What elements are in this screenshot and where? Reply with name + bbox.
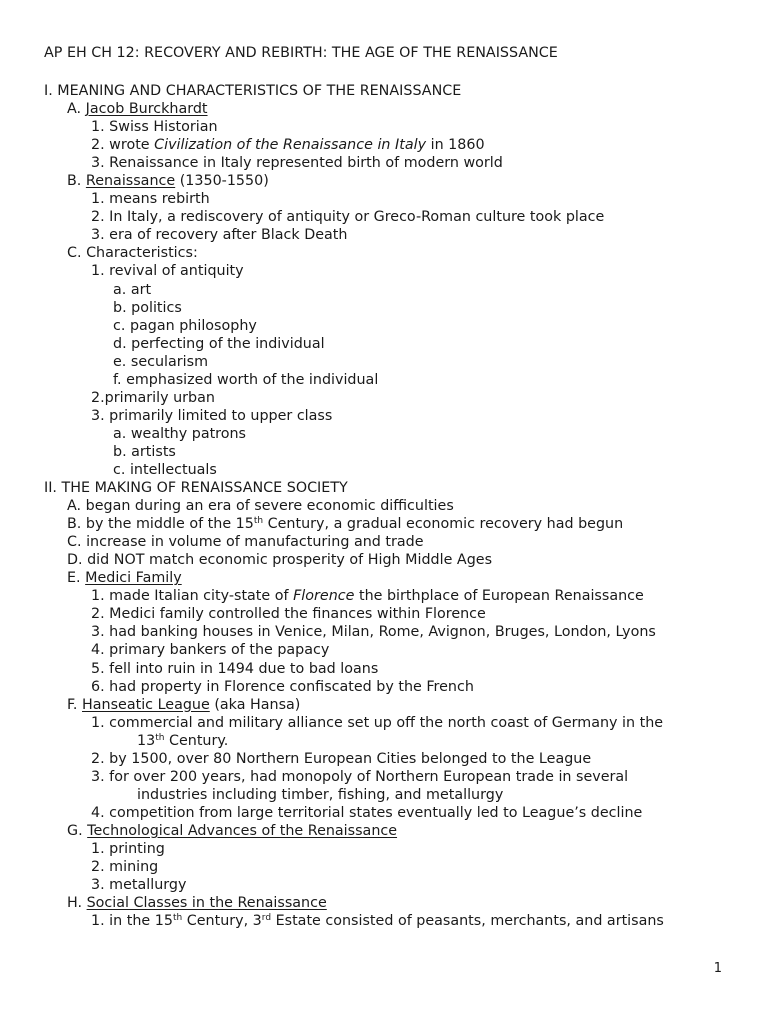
outline-subitem	[44, 154, 754, 172]
text-run: b. artists	[113, 443, 176, 460]
text-run: a. wealthy patrons	[113, 425, 247, 442]
text-run: 4. primary bankers of the papacy	[91, 642, 330, 659]
outline-item	[44, 551, 754, 569]
underlined-term: Social Classes in the Renaissance	[86, 895, 327, 912]
outline-subitem	[44, 678, 754, 696]
outline-item	[44, 696, 754, 714]
text-run: E.	[67, 570, 86, 587]
outline-subsubitem	[44, 353, 754, 371]
outline-continuation	[44, 732, 754, 750]
underlined-term: Technological Advances of the Renaissance	[87, 822, 398, 839]
outline-subitem	[44, 262, 754, 280]
outline-subitem	[44, 190, 754, 208]
outline-subitem	[44, 804, 754, 822]
text-run: 6. had property in Florence confiscated by the French	[91, 678, 474, 695]
text-run: 2. Medici family controlled the finances within Florence	[91, 606, 486, 623]
text-run: 1. Swiss Historian	[91, 119, 218, 136]
outline-subitem	[44, 623, 754, 641]
text-run: Century.	[164, 732, 229, 749]
outline-subitem	[44, 858, 754, 876]
text-run: A. began during an era of severe economic difficulties	[67, 498, 454, 515]
outline	[44, 82, 754, 930]
outline-subitem	[44, 641, 754, 659]
text-run: 3. primarily limited to upper class	[91, 407, 333, 424]
outline-item	[44, 533, 754, 551]
outline-subitem	[44, 226, 754, 244]
underlined-term: Renaissance	[85, 173, 176, 190]
outline-subitem	[44, 587, 754, 605]
text-run: 1. made Italian city-state of	[91, 588, 294, 605]
italic-text: Civilization of the Renaissance in Italy	[154, 137, 427, 154]
outline-item	[44, 894, 754, 912]
outline-subsubitem	[44, 443, 754, 461]
text-run: industries including timber, fishing, and metallurgy	[137, 786, 504, 803]
section-heading	[44, 479, 754, 497]
text-run: 2. In Italy, a rediscovery of antiquity or Greco-Roman culture took place	[91, 209, 605, 226]
outline-subitem	[44, 660, 754, 678]
text-run: 5. fell into ruin in 1494 due to bad loans	[91, 660, 379, 677]
text-run: d. perfecting of the individual	[113, 335, 325, 352]
text-run: 1. means rebirth	[91, 191, 210, 208]
outline-subsubitem	[44, 299, 754, 317]
outline-subitem	[44, 912, 754, 930]
text-run: I. MEANING AND CHARACTERISTICS OF THE RENAISSANCE	[44, 83, 462, 99]
text-run: B. by the middle of the 15	[67, 516, 254, 533]
outline-subitem	[44, 136, 754, 154]
outline-subitem	[44, 118, 754, 136]
outline-subsubitem	[44, 425, 754, 443]
text-run: A.	[67, 101, 86, 118]
outline-subitem	[44, 840, 754, 858]
text-run: C. Characteristics:	[67, 245, 198, 262]
text-run: c. intellectuals	[113, 461, 217, 478]
outline-subitem	[44, 605, 754, 623]
text-run: a. art	[113, 281, 152, 298]
underlined-term: Medici Family	[85, 570, 182, 587]
outline-subitem	[44, 208, 754, 226]
text-run: 3. had banking houses in Venice, Milan, Rome, Avignon, Bruges, London, Lyons	[91, 624, 656, 641]
text-run: Century, 3	[182, 913, 262, 930]
section-heading	[44, 82, 754, 100]
text-run: in 1860	[426, 137, 485, 154]
outline-subitem	[44, 750, 754, 768]
text-run: D. did NOT match economic prosperity of High Middle Ages	[67, 552, 493, 569]
outline-continuation	[44, 786, 754, 804]
text-run: 13	[137, 732, 156, 749]
superscript: th	[253, 516, 264, 527]
text-run: 3. for over 200 years, had monopoly of Northern European trade in several	[91, 768, 629, 785]
superscript: th	[172, 913, 183, 924]
text-run: II. THE MAKING OF RENAISSANCE SOCIETY	[44, 480, 348, 497]
text-run: 3. metallurgy	[91, 877, 187, 894]
outline-subitem	[44, 768, 754, 786]
outline-subsubitem	[44, 371, 754, 389]
page-number: 1	[713, 961, 722, 976]
text-run: Estate consisted of peasants, merchants, and artisans	[271, 913, 664, 930]
text-run: C. increase in volume of manufacturing and trade	[67, 534, 424, 551]
outline-item	[44, 822, 754, 840]
outline-subitem	[44, 714, 754, 732]
text-run: the birthplace of European Renaissance	[354, 588, 644, 605]
text-run: b. politics	[113, 299, 182, 316]
outline-subitem	[44, 407, 754, 425]
text-run: 2. wrote	[91, 137, 155, 154]
outline-item	[44, 497, 754, 515]
text-run: 3. era of recovery after Black Death	[91, 227, 348, 244]
outline-subsubitem	[44, 317, 754, 335]
text-run: 2.primarily urban	[91, 389, 215, 406]
text-run: f. emphasized worth of the individual	[113, 371, 379, 388]
superscript: th	[155, 732, 165, 743]
superscript: rd	[261, 913, 272, 924]
text-run: e. secularism	[113, 353, 209, 370]
outline-item	[44, 172, 754, 190]
text-run: 1. printing	[91, 840, 165, 857]
text-run: F.	[67, 696, 83, 713]
italic-text: Florence	[293, 588, 355, 605]
text-run: (1350-1550)	[175, 173, 269, 190]
outline-subitem	[44, 876, 754, 894]
text-run: c. pagan philosophy	[113, 317, 257, 334]
text-run: B.	[67, 173, 86, 190]
outline-subsubitem	[44, 335, 754, 353]
document-title: AP EH CH 12: RECOVERY AND REBIRTH: THE AGE OF THE RENAISSANCE	[44, 45, 558, 61]
outline-item	[44, 569, 754, 587]
outline-subitem	[44, 389, 754, 407]
text-run: 1. commercial and military alliance set up off the north coast of Germany in the	[91, 714, 664, 731]
outline-item	[44, 515, 754, 533]
text-run: (aka Hansa)	[209, 696, 301, 713]
text-run: G.	[67, 822, 88, 839]
text-run: 3. Renaissance in Italy represented birth of modern world	[91, 155, 503, 172]
text-run: 4. competition from large territorial states eventually led to League’s decline	[91, 804, 643, 821]
text-run: Century, a gradual economic recovery had begun	[263, 516, 624, 533]
outline-item	[44, 100, 754, 118]
outline-item	[44, 244, 754, 262]
underlined-term: Hanseatic League	[82, 696, 210, 713]
outline-subsubitem	[44, 281, 754, 299]
text-run: 1. revival of antiquity	[91, 263, 244, 280]
text-run: H.	[67, 895, 87, 912]
text-run: 2. by 1500, over 80 Northern European Cities belonged to the League	[91, 750, 592, 767]
outline-subsubitem	[44, 461, 754, 479]
text-run: 2. mining	[91, 859, 159, 876]
underlined-term: Jacob Burckhardt	[85, 101, 208, 118]
text-run: 1. in the 15	[91, 913, 173, 930]
